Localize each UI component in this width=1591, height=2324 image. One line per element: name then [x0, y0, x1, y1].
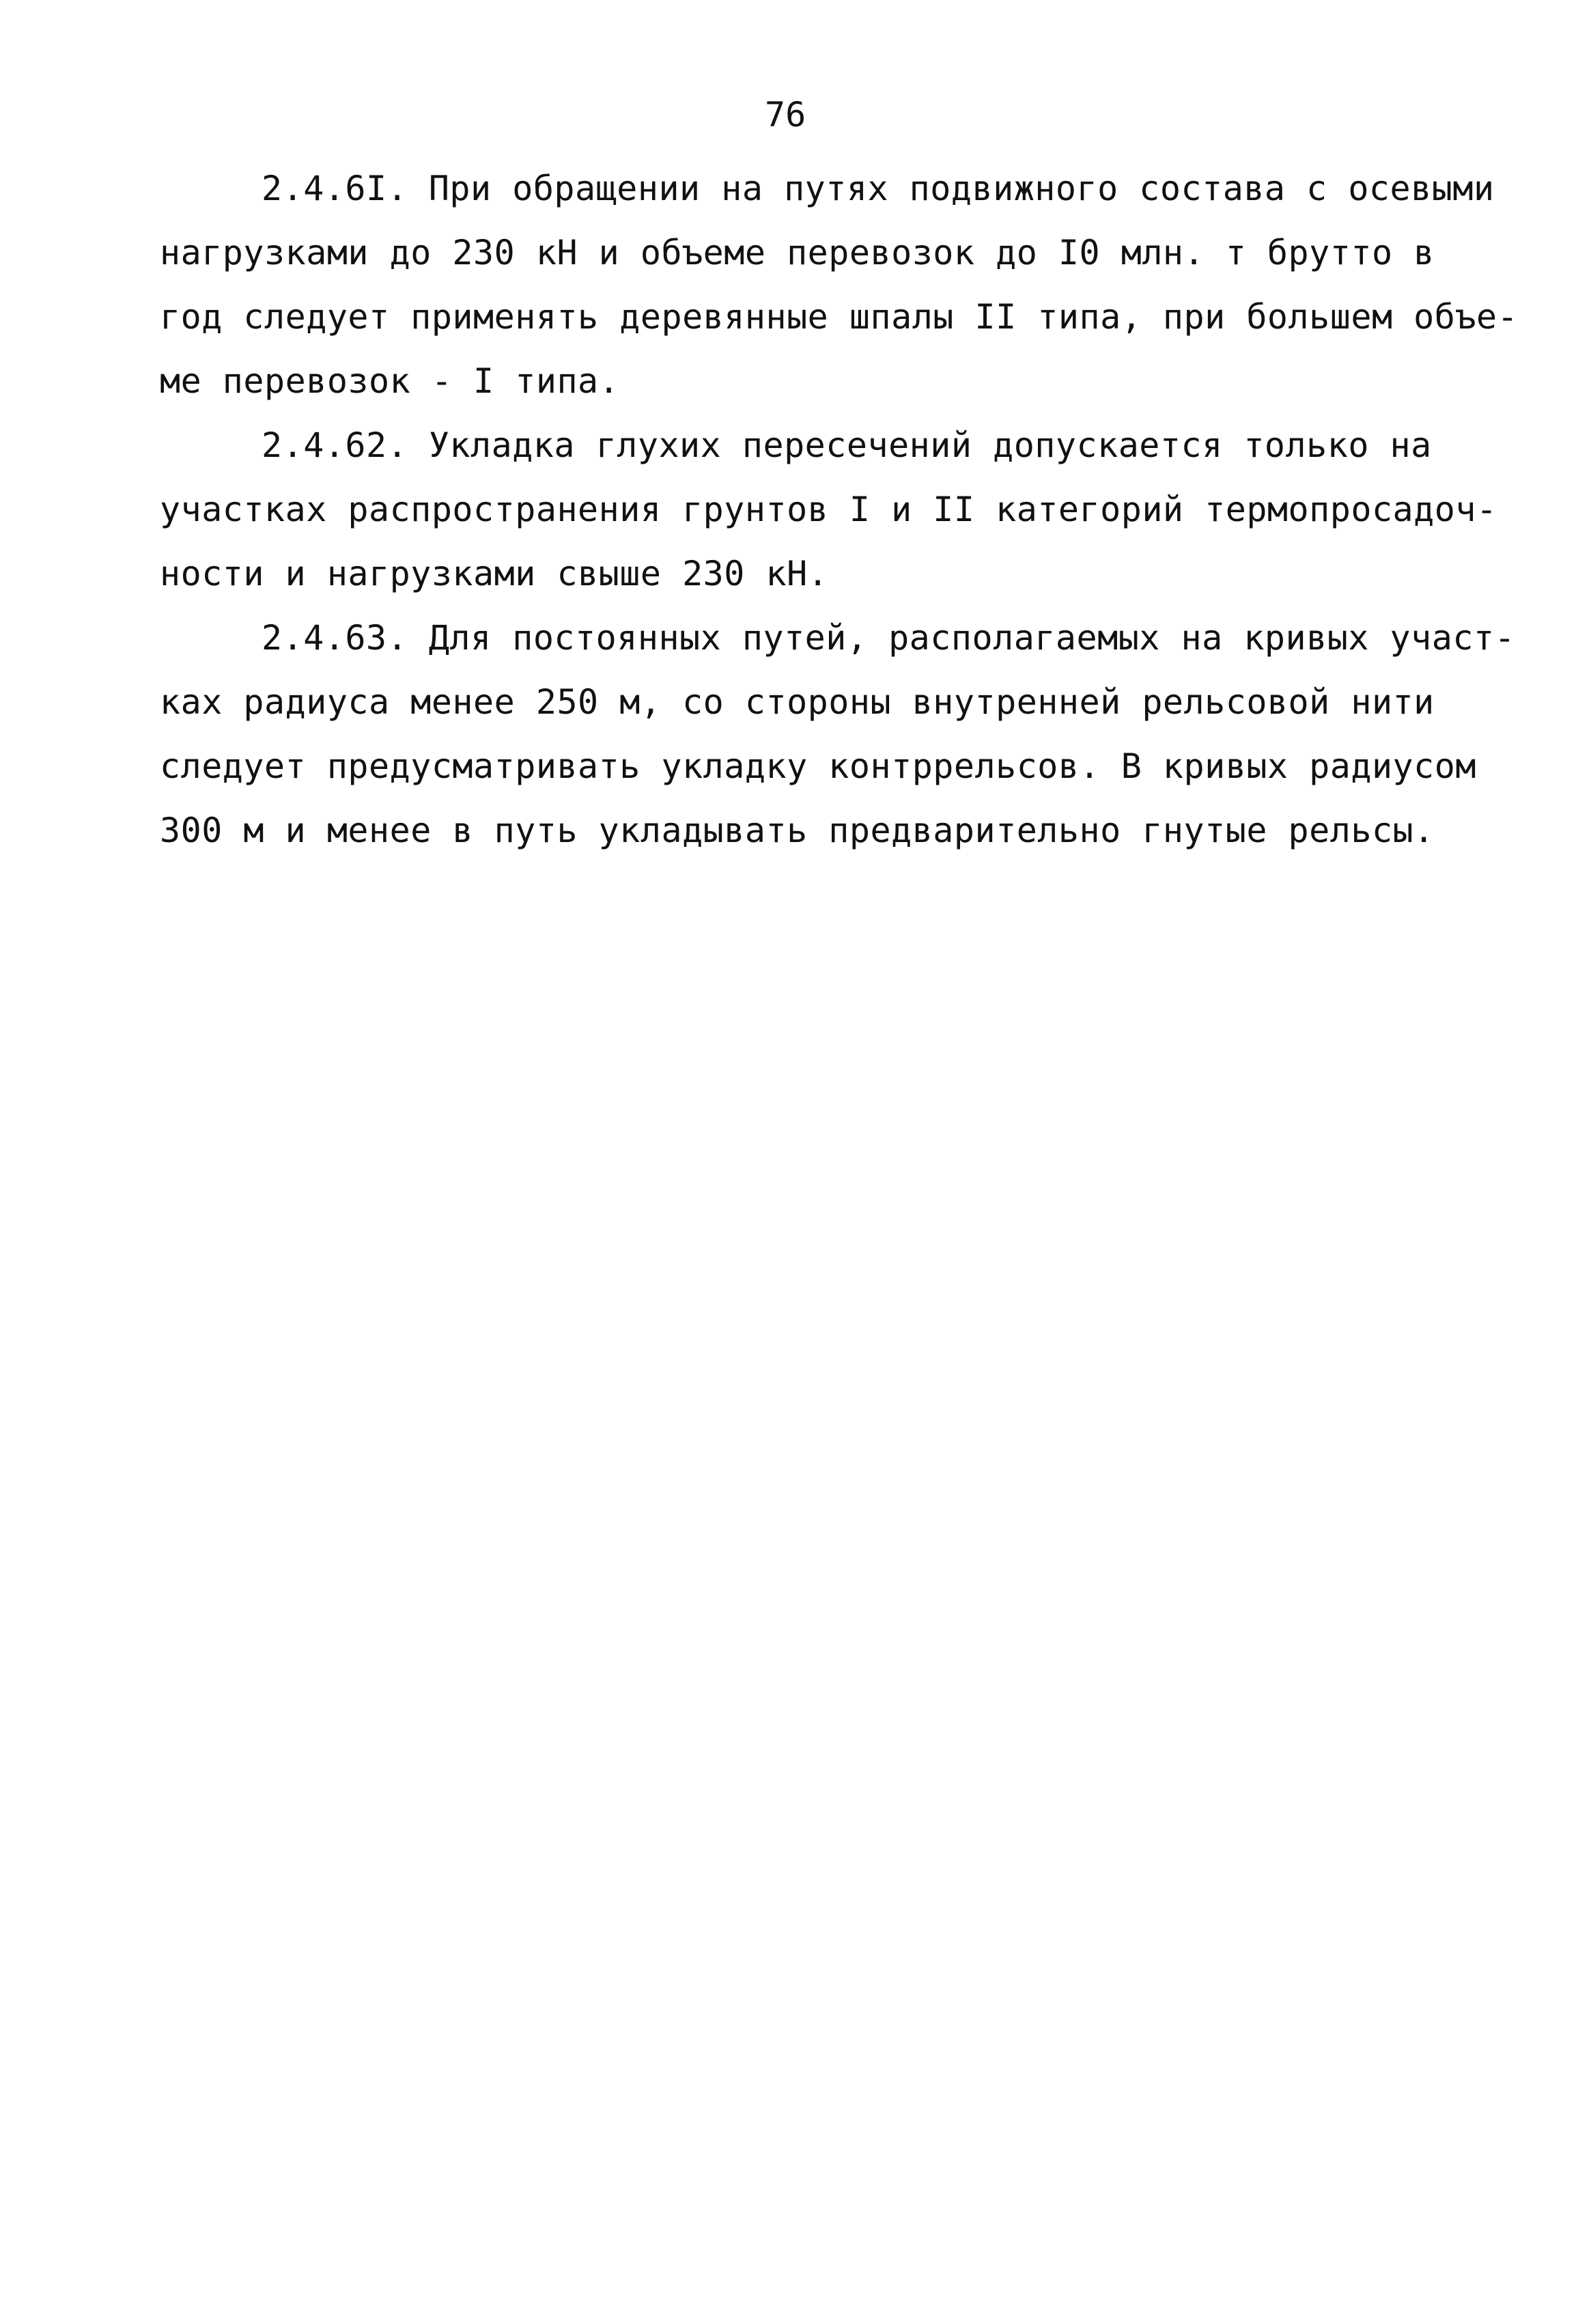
page-number: 76	[765, 95, 806, 135]
paragraph-line: ности и нагрузками свыше 230 кН.	[160, 554, 829, 593]
paragraph-line: участках распространения грунтов I и II категорий термопросадоч-	[160, 490, 1497, 529]
paragraph-line: ме перевозок - I типа.	[160, 361, 620, 401]
paragraph-line: 2.4.63. Для постоянных путей, располагаемых на кривых участ-	[262, 618, 1516, 658]
paragraph-line: следует предусматривать укладку контррельсов. В кривых радиусом	[160, 746, 1476, 786]
paragraph-line: нагрузками до 230 кН и объеме перевозок до I0 млн. т брутто в	[160, 233, 1435, 272]
paragraph-line: 300 м и менее в путь укладывать предварительно гнутые рельсы.	[160, 811, 1435, 850]
paragraph-line: 2.4.6I. При обращении на путях подвижного состава с осевыми	[262, 169, 1495, 208]
paragraph-line: ках радиуса менее 250 м, со стороны внутренней рельсовой нити	[160, 682, 1435, 722]
paragraph-line: 2.4.62. Укладка глухих пересечений допускается только на	[262, 425, 1432, 465]
paragraph-line: год следует применять деревянные шпалы II типа, при большем объе-	[160, 297, 1519, 337]
